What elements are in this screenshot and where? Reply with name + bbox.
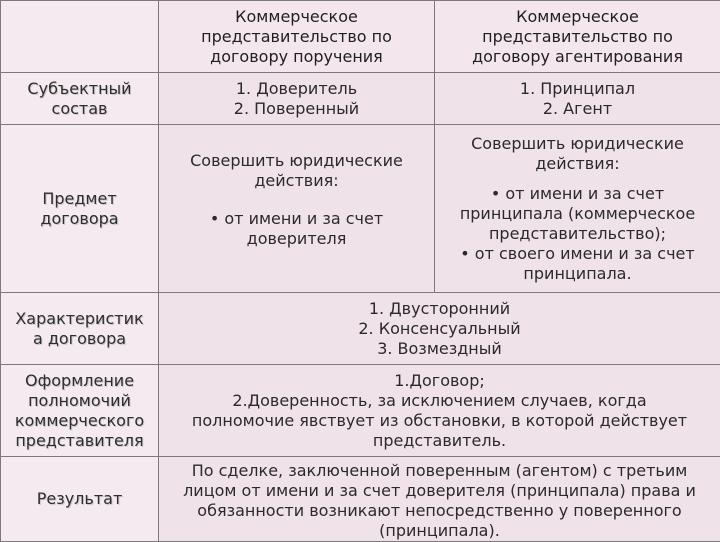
cell-line: 3. Возмездный — [163, 339, 716, 359]
row-formalization-value — [159, 365, 720, 457]
row-subjects-col2 — [435, 73, 720, 125]
row-characteristics-label — [1, 293, 159, 365]
row-subjects-label — [1, 73, 159, 125]
cell-line: действия: — [439, 154, 716, 174]
cell-line: 2. Агент — [439, 99, 716, 119]
cell-line: лицом от имени и за счет доверителя (принципала) права и — [163, 481, 716, 501]
row-formalization — [1, 365, 720, 457]
row-result-label — [1, 457, 159, 542]
row-characteristics-value — [159, 293, 720, 365]
cell-line: Совершить юридические — [163, 151, 430, 171]
header-col-agency-line: договору поручения — [163, 47, 430, 67]
cell-line: (принципала). — [163, 521, 716, 541]
row-result-value — [159, 457, 720, 542]
header-col-agency — [159, 1, 435, 73]
cell-line: доверителя — [163, 229, 430, 249]
cell-line: 1.Договор; — [163, 371, 716, 391]
row-subject-label — [1, 125, 159, 293]
row-label-line: полномочий — [5, 391, 154, 411]
row-label-line: Оформление — [5, 371, 154, 391]
row-subjects-col1 — [159, 73, 435, 125]
cell-line: 1. Двусторонний — [163, 299, 716, 319]
cell-line: принципала (коммерческое — [439, 204, 716, 224]
cell-line: полномочие явствует из обстановки, в которой действует — [163, 411, 716, 431]
cell-line: обязанности возникают непосредственно у поверенного — [163, 501, 716, 521]
cell-line: По сделке, заключенной поверенным (агентом) с третьим — [163, 461, 716, 481]
cell-line: представитель. — [163, 431, 716, 451]
row-label-line: договора — [5, 209, 154, 229]
row-label-line: Субъектный — [5, 79, 154, 99]
header-col-agency-line: Коммерческое — [163, 7, 430, 27]
header-col-agency-line: представительство по — [163, 27, 430, 47]
row-label-line: коммерческого — [5, 411, 154, 431]
header-col-agent-line: Коммерческое — [439, 7, 716, 27]
header-corner-cell — [1, 1, 159, 73]
row-label-line: Результат — [5, 489, 154, 509]
cell-line: представительство); — [439, 224, 716, 244]
row-label-line: представителя — [5, 431, 154, 451]
cell-line: принципала. — [439, 264, 716, 284]
cell-line: 2. Поверенный — [163, 99, 430, 119]
header-col-agent — [435, 1, 720, 73]
row-subject-col2 — [435, 125, 720, 293]
header-col-agent-line: представительство по — [439, 27, 716, 47]
row-subject — [1, 125, 720, 293]
row-subject-col1 — [159, 125, 435, 293]
header-row — [1, 1, 720, 73]
row-characteristics — [1, 293, 720, 365]
cell-spacer — [439, 174, 716, 184]
row-result — [1, 457, 720, 542]
cell-line: • от своего имени и за счет — [439, 244, 716, 264]
header-col-agent-line: договору агентирования — [439, 47, 716, 67]
row-label-line: Предмет — [5, 189, 154, 209]
row-label-line: состав — [5, 99, 154, 119]
cell-spacer — [163, 249, 430, 267]
cell-line: действия: — [163, 171, 430, 191]
cell-spacer — [163, 191, 430, 209]
cell-line: 2.Доверенность, за исключением случаев, когда — [163, 391, 716, 411]
row-subjects — [1, 73, 720, 125]
cell-line: 2. Консенсуальный — [163, 319, 716, 339]
cell-line: • от имени и за счет — [163, 209, 430, 229]
cell-line: Совершить юридические — [439, 134, 716, 154]
row-label-line: Характеристик — [5, 309, 154, 329]
cell-line: 1. Принципал — [439, 79, 716, 99]
cell-line: • от имени и за счет — [439, 184, 716, 204]
cell-line: 1. Доверитель — [163, 79, 430, 99]
row-label-line: а договора — [5, 329, 154, 349]
row-formalization-label — [1, 365, 159, 457]
